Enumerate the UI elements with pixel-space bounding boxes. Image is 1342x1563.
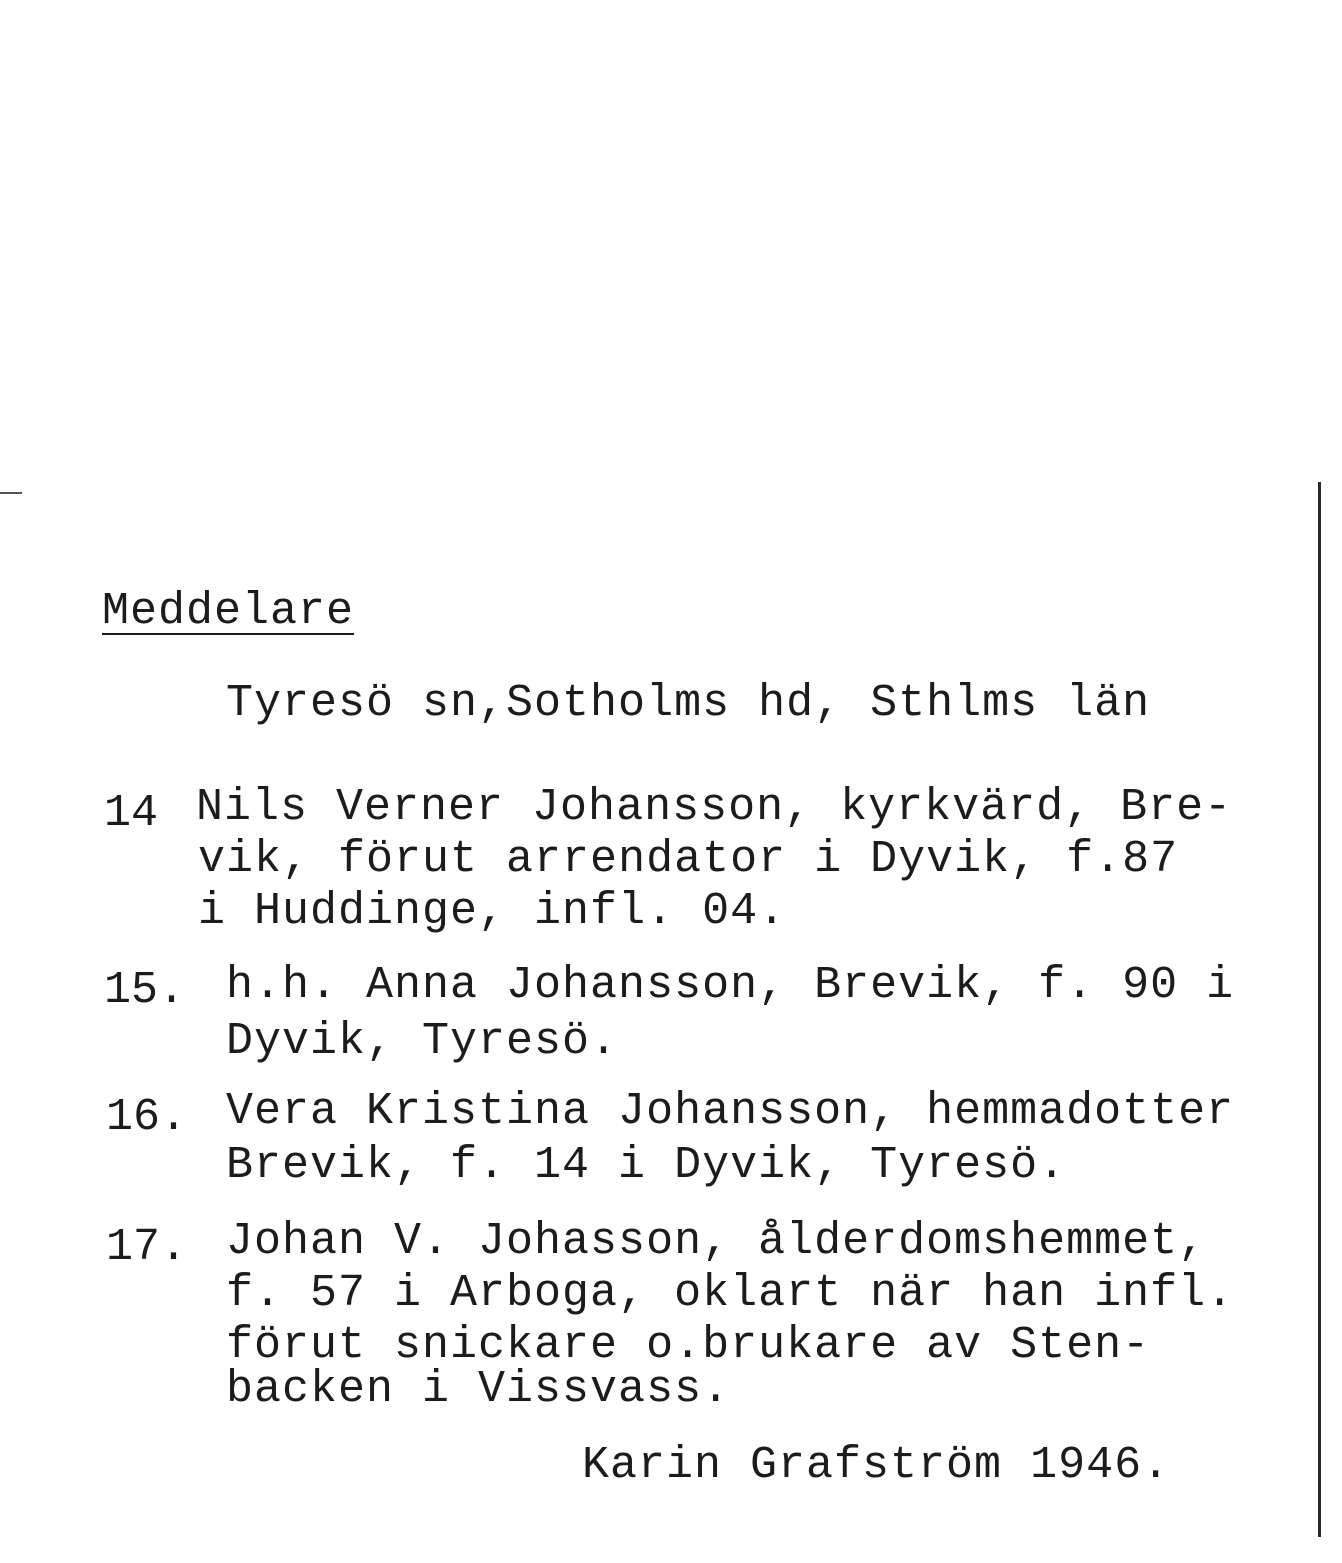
heading-meddelare: Meddelare — [102, 586, 355, 637]
entry-number: 16. — [106, 1092, 188, 1143]
entry-number: 17. — [106, 1222, 188, 1273]
entry-line: Johan V. Johasson, ålderdomshemmet, — [226, 1216, 1207, 1267]
card-right-border — [1318, 482, 1321, 1537]
entry-line: i Huddinge, infl. 04. — [198, 886, 787, 937]
signature: Karin Grafström 1946. — [582, 1440, 1171, 1491]
entry-line: Brevik, f. 14 i Dyvik, Tyresö. — [226, 1140, 1067, 1191]
location-line: Tyresö sn,Sotholms hd, Sthlms län — [226, 678, 1151, 729]
entry-number: 15. — [104, 965, 186, 1016]
entry-line: Vera Kristina Johansson, hemmadotter — [226, 1086, 1235, 1137]
entry-number: 14 — [104, 788, 159, 839]
entry-line: f. 57 i Arboga, oklart när han infl. — [226, 1268, 1235, 1319]
entry-line: backen i Vissvass. — [226, 1364, 731, 1415]
entry-line: Dyvik, Tyresö. — [226, 1016, 619, 1067]
entry-line: h.h. Anna Johansson, Brevik, f. 90 i — [226, 960, 1235, 1011]
entry-line: förut snickare o.brukare av Sten- — [226, 1320, 1151, 1371]
edge-mark — [0, 492, 22, 494]
entry-line: Nils Verner Johansson, kyrkvärd, Bre- — [196, 782, 1233, 833]
entry-line: vik, förut arrendator i Dyvik, f.87 — [198, 834, 1179, 885]
